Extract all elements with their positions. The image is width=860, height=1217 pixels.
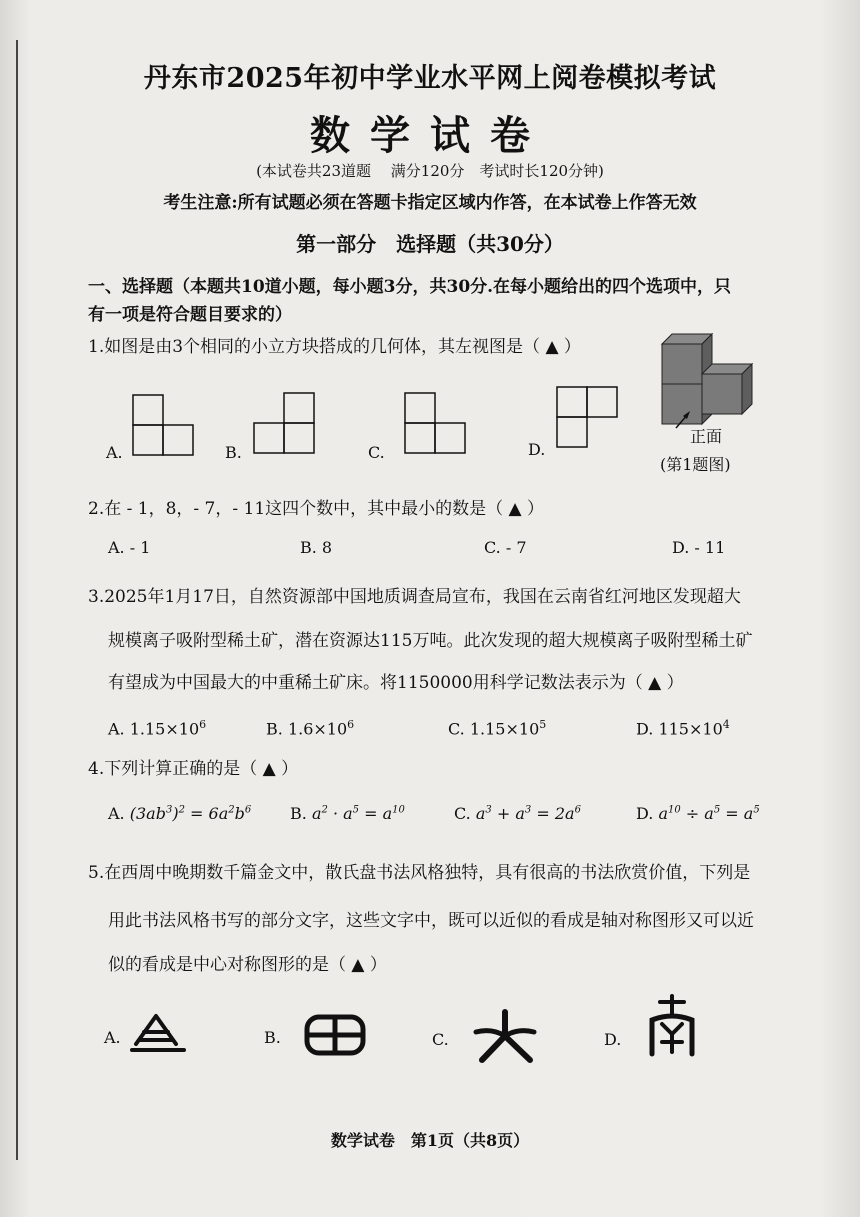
q3-option-a: A. $1.15\times 10^6$	[108, 718, 207, 739]
page-footer: 数学试卷 第1页（共8页）	[330, 1131, 530, 1150]
q5-option-b-label: B.	[264, 1028, 281, 1047]
q3-line1: 3.2025年1月17日，自然资源部中国地质调查局宣布，我国在云南省红河地区发现超大	[88, 587, 741, 607]
part1-title: 第一部分 选择题（共30分）	[296, 232, 564, 256]
q5-option-c-label: C.	[432, 1030, 449, 1049]
q1-option-c-figure	[404, 392, 466, 454]
q3-line3: 有望成为中国最大的中重稀土矿床。将1150000用科学记数法表示为（ ▲ ）	[108, 673, 684, 693]
q2-option-c: C. - 7	[484, 538, 527, 557]
q5-line2: 用此书法风格书写的部分文字，这些文字中，既可以近似的看成是轴对称图形又可以近	[108, 911, 754, 931]
q1-stem: 1.如图是由3个相同的小立方块搭成的几何体，其左视图是（ ▲ ）	[88, 337, 581, 357]
q4-option-b: B. $a^2 \cdot a^5 = a^{10}$	[290, 804, 405, 823]
q1-option-a-figure	[132, 394, 194, 456]
exam-notice: 考生注意:所有试题必须在答题卡指定区域内作答，在本试卷上作答无效	[163, 193, 697, 213]
q4-option-d: D. $a^{10} \div a^5 = a^5$	[636, 804, 760, 823]
q2-stem: 2.在 - 1，8，- 7，- 11这四个数中，其中最小的数是（ ▲ ）	[88, 499, 545, 519]
section1-heading-line2: 有一项是符合题目要求的）	[88, 305, 292, 325]
q4-option-c: C. $a^3 + a^3 = 2a^6$	[454, 804, 581, 823]
exam-info: (本试卷共23道题 满分120分 考试时长120分钟)	[256, 162, 604, 180]
q3-option-b: B. $1.6\times 10^6$	[266, 718, 355, 739]
q1-option-c-label: C.	[368, 443, 385, 462]
q3-line2: 规模离子吸附型稀土矿，潜在资源达115万吨。此次发现的超大规模离子吸附型稀土矿	[108, 631, 753, 651]
q5-glyph-b-icon	[304, 1014, 366, 1056]
q1-caption: (第1题图)	[660, 455, 731, 474]
q4-option-a-formula: $(3ab^3)^2 = 6a^2b^6$	[129, 804, 252, 823]
q1-option-b-figure	[253, 392, 315, 454]
section1-heading-line1: 一、选择题（本题共10道小题，每小题3分，共30分.在每小题给出的四个选项中，只	[88, 277, 732, 297]
q1-option-b-label: B.	[225, 443, 242, 462]
q1-front-label: 正面	[690, 427, 723, 446]
q1-option-d-label: D.	[528, 440, 546, 459]
q1-option-d-figure	[556, 386, 618, 448]
q2-option-a: A. - 1	[108, 538, 151, 557]
q5-glyph-c-icon	[472, 1010, 538, 1064]
q4-stem: 4.下列计算正确的是（ ▲ ）	[88, 759, 299, 779]
q4-option-c-formula: $a^3 + a^3 = 2a^6$	[475, 804, 581, 823]
q1-cubes-figure	[656, 330, 766, 430]
q3-option-c: C. $1.15\times 10^5$	[448, 718, 547, 739]
q4-option-a: A. $(3ab^3)^2 = 6a^2b^6$	[108, 804, 252, 823]
q5-option-a-label: A.	[104, 1028, 121, 1047]
q5-option-d-label: D.	[604, 1030, 622, 1049]
q5-glyph-a-icon	[130, 1014, 186, 1054]
q1-option-a-label: A.	[106, 443, 123, 462]
q2-option-b: B. 8	[300, 538, 333, 557]
q5-line1: 5.在西周中晚期数千篇金文中，散氏盘书法风格独特，具有很高的书法欣赏价值，下列是	[88, 863, 751, 883]
q4-option-d-formula: $a^{10} \div a^5 = a^5$	[658, 804, 760, 823]
q5-line3: 似的看成是中心对称图形的是（ ▲ ）	[108, 955, 387, 975]
q4-option-b-formula: $a^2 \cdot a^5 = a^{10}$	[311, 804, 405, 823]
subject-title: 数学试卷	[310, 112, 550, 159]
q2-option-d: D. - 11	[672, 538, 726, 557]
exam-title: 丹东市2025年初中学业水平网上阅卷模拟考试	[143, 63, 717, 94]
q5-glyph-d-icon	[644, 994, 700, 1058]
q3-option-d: D. $115\times 10^4$	[636, 718, 730, 739]
